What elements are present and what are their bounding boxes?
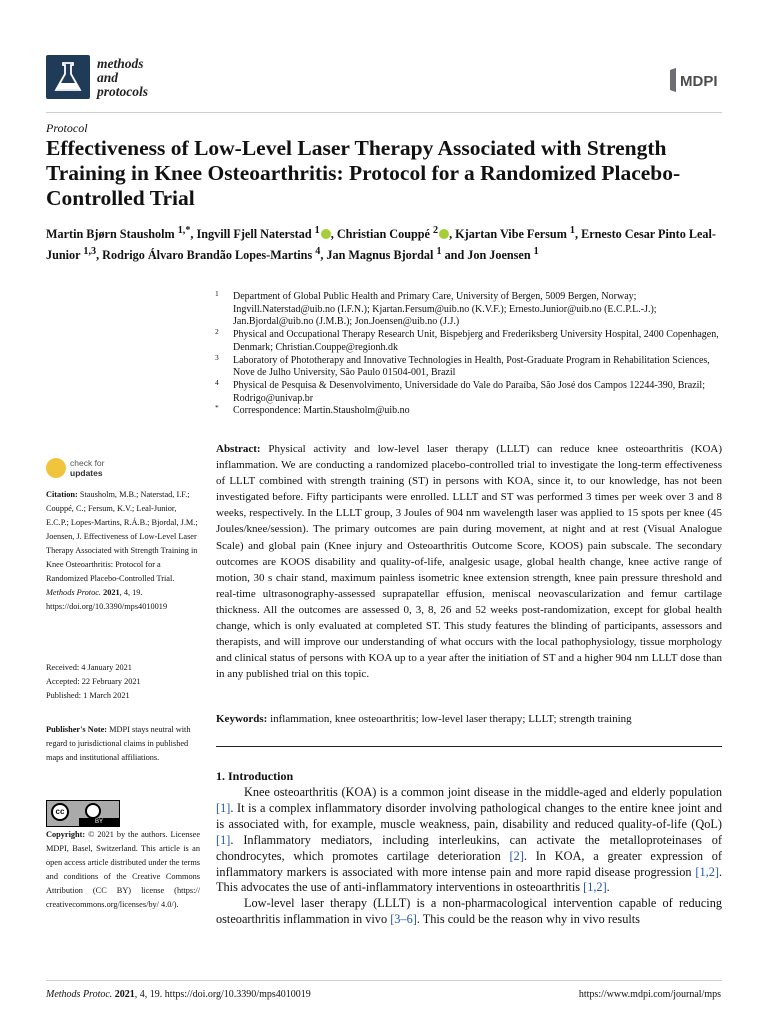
publisher-note [46, 723, 200, 765]
affiliation-text: Physical and Occupational Therapy Research Unit, Bispebjerg and Frederiksberg University Hospital, 2400 Copenhagen, Denmark; Christian.Couppe@regionh.dk [233, 329, 719, 353]
author-affil-mark: 1 [533, 246, 539, 258]
affiliation-text: Correspondence: Martin.Stausholm@uib.no [233, 405, 410, 417]
author-affil-mark: 2 [432, 225, 439, 236]
affiliation-text: Department of Global Public Health and Primary Care, University of Bergen, 5009 Bergen, Norway; Ingvill.Naterstad@uib.no (I.F.N.); Kjartan.Fersum@uib.no (K.V.F.); Ernesto.Junior@uib.no (E.C.P.L.-J.); Jan.Bjordal@uib.no (J.M.B.); Jon.Joensen@uib.no (J.J.) [233, 291, 657, 328]
author-name[interactable]: Martin Bjørn Stausholm [46, 227, 175, 242]
text-run: Low-level laser therapy (LLLT) is a non-pharmacological intervention capable of reducing osteoarthritis inflammation in vivo [216, 896, 722, 927]
cc-icon: cc [51, 803, 69, 821]
check-updates-icon [46, 458, 66, 478]
affiliation-text: Physical de Pesquisa & Desenvolvimento, Universidade do Vale do Paraíba, São José dos Campos 12244-390, Brazil; Rodrigo@univap.br [233, 379, 705, 404]
footer-journal-url[interactable]: https://www.mdpi.com/journal/mps [578, 989, 721, 1000]
introduction-body [216, 785, 722, 928]
publisher-note-label: Publisher's Note: [46, 725, 108, 734]
author-affil-mark: 1,* [177, 225, 191, 236]
citation-link[interactable]: [3–6] [390, 912, 417, 927]
mdpi-logo [664, 68, 722, 92]
author-list: Martin Bjørn Stausholm $^{1,*}$, Ingvill Fjell Naterstad $^1$ , Christian Couppé $^2$ , Kjartan Vibe Fersum $^1$, Ernesto Cesar Pinto Leal-Junior $^{1,3}$, Rodrigo Álvaro Brandão Lopes-Martins $^4$, Jan Magnus Bjordal $^1$ and Jon Joensen $^1$ [46, 225, 716, 263]
text-run: . This could be the reason why in vivo results [416, 912, 640, 927]
paragraph [216, 785, 722, 896]
header-divider [46, 112, 722, 113]
orcid-icon[interactable] [439, 229, 449, 239]
author-affil-mark: 1 [436, 246, 442, 258]
dates-block [46, 661, 200, 703]
affiliation-text: Laboratory of Phototherapy and Innovative Technologies in Health, Post-Graduate Program in Rehabilitation Sciences, Nove de Julho University, São Paulo 01504-001, Brazil [233, 354, 710, 379]
affiliation-mark: 2 [215, 327, 219, 337]
citation-label: Citation: [46, 490, 78, 499]
affiliation-item [213, 329, 723, 354]
journal-name-line: protocols [97, 84, 149, 99]
text-run: Knee osteoarthritis (KOA) is a common joint disease in the middle-aged and elderly population [244, 785, 722, 799]
citation-block [46, 488, 200, 614]
author-name[interactable]: Ernesto Cesar Pinto Leal-Junior [46, 227, 716, 263]
publisher-note-text: MDPI stays neutral with regard to jurisdictional claims in published maps and institutional affiliations. [46, 725, 191, 762]
abstract-label: Abstract: [216, 443, 261, 455]
check-updates-line: check for [70, 458, 105, 468]
affiliation-item [213, 405, 723, 418]
citation-doi-prefix: https:// [46, 602, 70, 611]
section-title: 1. Introduction [216, 769, 294, 783]
copyright-text: © 2021 by the authors. Licensee MDPI, Basel, Switzerland. This article is an open access article distributed under the terms and conditions of the Creative Commons Attribution (CC BY) license (https:// creativecommons.org/licenses/by/ 4.0/). [46, 830, 200, 909]
article-title: Effectiveness of Low-Level Laser Therapy Associated with Strength Training in Knee Osteoarthritis: Protocol for a Randomized Placebo-Controlled Trial [46, 136, 681, 210]
text-run: . This advocates the use of anti-inflammatory interventions in osteoarthritis [216, 864, 723, 895]
keywords [216, 711, 722, 727]
affiliation-mark: 3 [215, 352, 219, 362]
affiliation-mark: 4 [215, 377, 219, 387]
author-name[interactable]: Kjartan Vibe Fersum [455, 227, 567, 242]
by-person-icon [85, 803, 101, 819]
text-run: . It is a complex inflammatory disorder involving pathological changes to the entire knee joint and is associated with, for example, muscle weakness, pain, disability and reduced quality-of-life (QoL) [216, 800, 722, 831]
author-name[interactable]: Ingvill Fjell Naterstad [196, 227, 312, 242]
orcid-icon[interactable] [321, 229, 331, 239]
journal-logo [46, 55, 90, 99]
abstract-text: Physical activity and low-level laser therapy (LLLT) can reduce knee osteoarthritis (KOA) inflammation. We are conducting a randomized placebo-controlled trial to investigate the long-term effectiveness of LLLT combined with strength training (ST) in persons with KOA, since it, to our knowledge, has not been investigated before. Fifty participants were enrolled. LLLT and ST was performed 3 times per week over 3 and 8 weeks, respectively. In the LLLT group, 3 Joules of 904 nm wavelength laser was applied to 15 spots per knee (45 Joules/knee/session). The primary outcomes are pain during movement, at night and at rest (Visual Analogue Scale) and global pain (Knee injury and Osteoarthritis Outcome Score, KOOS) pain subscale. The secondary outcomes are KOOS disability and quality-of-life, analgesic usage, global health change, knee active range of motion, 30 s chair stand, maximum painless isometric knee extension strength, knee pain pressure threshold and real-time ultrasonography-assessed suprapatellar effusion, meniscal neovascularization and femur cartilage thickness. All the outcomes are assessed 0, 3, 8, 26 and 52 weeks post-randomization, except for global health change, which is only evaluated at completed ST. This study features the blinding of participants, assessors and therapists, and will improve our understanding of what occurs with the local pathophysiology, tissue morphology and clinical status of persons with KOA up to a year after the initiation of ST and a higher 904 nm LLLT dose than in any published trial on this topic. [216, 443, 723, 681]
copyright-label: Copyright: [46, 830, 86, 839]
abstract [216, 441, 722, 682]
footer-journal: Methods Protoc. [46, 989, 113, 1000]
citation-text: Stausholm, M.B.; Naterstad, I.F.; Couppé, C.; Fersum, K.V.; Leal-Junior, E.C.P.; Lopes-Martins, R.Á.B.; Bjordal, J.M.; Joensen, J. Effectiveness of Low-Level Laser Therapy Associated with Strength Training in Knee Osteoarthritis: Protocol for a Randomized Placebo-Controlled Trial. [46, 490, 198, 583]
citation-link[interactable]: [1,2] [695, 864, 719, 879]
journal-name [97, 57, 148, 99]
paragraph [216, 896, 722, 928]
text-run: . [606, 880, 610, 895]
citation-link[interactable]: [1] [216, 832, 231, 847]
citation-link[interactable]: [2] [509, 848, 524, 863]
journal-name-line: methods [97, 56, 144, 71]
author-conjunction: and [444, 248, 465, 263]
author-name[interactable]: Jon Joensen [467, 248, 531, 263]
citation-journal: Methods Protoc. [46, 588, 101, 597]
footer-doi[interactable]: , 4, 19. https://doi.org/10.3390/mps4010019 [134, 989, 311, 1000]
publisher-name: MDPI [680, 73, 718, 90]
affiliation-item [213, 352, 723, 380]
cc-by-label: BY [79, 818, 119, 826]
author-name[interactable]: Rodrigo Álvaro Brandão Lopes-Martins [102, 248, 313, 263]
author-affil-mark: 1 [569, 225, 575, 236]
author-affil-mark: 1,3 [83, 246, 97, 258]
check-updates-line: updates [70, 467, 103, 478]
citation-doi-link[interactable]: doi.org/10.3390/mps4010019 [69, 602, 168, 611]
affiliation-mark: 1 [215, 289, 219, 298]
affiliations [213, 291, 723, 418]
footer-citation [46, 989, 311, 1000]
section-divider [216, 746, 722, 747]
keywords-label: Keywords: [216, 713, 268, 725]
author-name[interactable]: Jan Magnus Bjordal [326, 248, 434, 263]
flask-icon [46, 55, 90, 99]
author-affil-mark: 1 [314, 225, 320, 236]
copyright-block [46, 828, 200, 912]
cc-license-badge[interactable] [46, 800, 120, 827]
author-affil-mark: 4 [315, 246, 321, 258]
affiliation-item [213, 291, 723, 329]
affiliation-item [213, 377, 723, 405]
author-name[interactable]: Christian Couppé [336, 227, 430, 242]
citation-year: 2021 [103, 588, 120, 597]
journal-name-line: and [97, 70, 119, 85]
citation-link[interactable]: [1,2] [583, 880, 607, 895]
keywords-text: inflammation, knee osteoarthritis; low-level laser therapy; LLLT; strength training [270, 713, 632, 725]
affiliation-mark: * [215, 403, 219, 413]
accepted-date: Accepted: 22 February 2021 [46, 677, 141, 686]
text-run: . Inflammatory mediators, including interleukins, can activate the metalloproteinases of chondrocytes, which promotes cartilage deterioration [216, 832, 722, 863]
text-run: . In KOA, a greater expression of inflammatory markers is associated with more intense pain and more rapid disease progression [216, 848, 722, 879]
citation-link[interactable]: [1] [216, 800, 231, 815]
citation-volume: , 4, 19. [119, 588, 143, 597]
received-date: Received: 4 January 2021 [46, 663, 132, 672]
footer-divider [46, 980, 722, 981]
article-type: Protocol [46, 121, 88, 135]
published-date: Published: 1 March 2021 [46, 691, 130, 700]
mdpi-icon [664, 68, 722, 92]
footer-year: 2021 [114, 989, 135, 1000]
check-updates-label [70, 459, 105, 478]
